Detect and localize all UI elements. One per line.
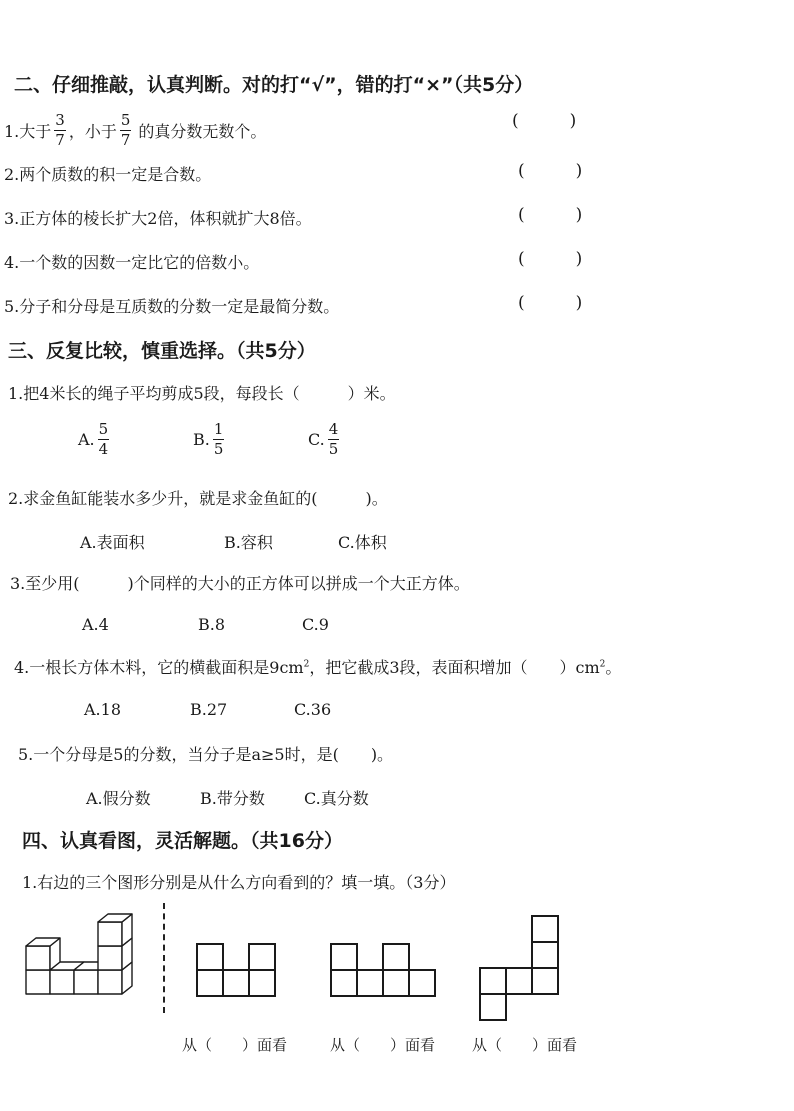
answer-paren-2[interactable]: ( ) <box>518 161 583 181</box>
superscript-2: 2 <box>303 659 310 670</box>
option-label: A. <box>78 430 95 449</box>
q4-text-a: 4.一根长方体木料，它的横截面积是9cm <box>14 658 304 677</box>
frac-num: 4 <box>328 420 339 438</box>
q1-prefix: 1.大于 <box>4 121 52 141</box>
q3-option-a[interactable]: A.4 <box>82 615 109 634</box>
frac-num: 5 <box>98 420 109 438</box>
dashed-divider <box>163 903 165 1013</box>
q3-option-b[interactable]: B.8 <box>198 615 226 634</box>
q4-option-a[interactable]: A.18 <box>84 700 121 719</box>
view-label-3[interactable]: 从（ ）面看 <box>472 1036 578 1054</box>
cube-stack-figure <box>22 912 147 1002</box>
fraction-option <box>213 422 225 457</box>
view-question-1: 1.右边的三个图形分别是从什么方向看到的？填一填。（3分） <box>22 873 456 892</box>
choice-question-3: 3.至少用( )个同样的大小的正方体可以拼成一个大正方体。 <box>10 574 470 593</box>
frac-num: 5 <box>120 110 131 129</box>
q1-middle: ，小于 <box>68 121 117 141</box>
fraction-three-sevenths <box>54 110 66 149</box>
q4-text-b: ，把它截成3段，表面积增加（ ）cm <box>309 658 600 677</box>
choice-question-4 <box>14 655 621 678</box>
frac-den: 5 <box>328 440 339 458</box>
judge-question-1 <box>4 110 266 150</box>
frac-num: 1 <box>213 420 224 438</box>
view-figure-1 <box>195 942 277 998</box>
answer-paren-3[interactable]: ( ) <box>518 205 583 225</box>
q4-text-c: 。 <box>605 658 622 677</box>
answer-paren-1[interactable]: ( ) <box>512 111 577 131</box>
answer-paren-4[interactable]: ( ) <box>518 249 583 269</box>
fraction-option <box>98 422 110 457</box>
choice-question-5: 5.一个分母是5的分数，当分子是a≥5时，是( )。 <box>18 745 394 764</box>
q5-option-a[interactable]: A.假分数 <box>86 789 151 808</box>
section-4-title: 四、认真看图，灵活解题。（共16分） <box>22 830 343 852</box>
q5-option-c[interactable]: C.真分数 <box>304 789 369 808</box>
q1-suffix: 的真分数无数个。 <box>138 121 267 141</box>
superscript-2: 2 <box>599 659 606 670</box>
q1-option-a[interactable] <box>78 422 112 457</box>
frac-den: 5 <box>213 440 224 458</box>
q1-option-b[interactable] <box>193 422 227 457</box>
q5-option-b[interactable]: B.带分数 <box>200 789 265 808</box>
judge-question-2: 2.两个质数的积一定是合数。 <box>4 165 212 184</box>
judge-question-5: 5.分子和分母是互质数的分数一定是最简分数。 <box>4 297 340 316</box>
frac-den: 4 <box>98 440 109 458</box>
section-2-title: 二、仔细推敲，认真判断。对的打“√”，错的打“×”（共5分） <box>14 74 534 96</box>
frac-den: 7 <box>55 130 65 149</box>
option-label: B. <box>193 430 210 449</box>
judge-question-3: 3.正方体的棱长扩大2倍，体积就扩大8倍。 <box>4 209 312 228</box>
fraction-option <box>328 422 340 457</box>
q4-option-b[interactable]: B.27 <box>190 700 228 719</box>
q2-option-c[interactable]: C.体积 <box>338 533 387 552</box>
option-label: C. <box>308 430 325 449</box>
section-3-title: 三、反复比较，慎重选择。（共5分） <box>8 340 316 362</box>
q1-option-c[interactable] <box>308 422 342 457</box>
q3-option-c[interactable]: C.9 <box>302 615 329 634</box>
q2-option-b[interactable]: B.容积 <box>224 533 273 552</box>
frac-num: 3 <box>55 110 65 129</box>
answer-paren-5[interactable]: ( ) <box>518 293 583 313</box>
view-label-1[interactable]: 从（ ）面看 <box>182 1036 288 1054</box>
fraction-five-sevenths <box>120 110 132 149</box>
q2-option-a[interactable]: A.表面积 <box>80 533 145 552</box>
view-figure-3 <box>478 914 560 1022</box>
choice-question-1: 1.把4米长的绳子平均剪成5段，每段长（ ）米。 <box>8 384 396 403</box>
view-figure-2 <box>329 942 437 998</box>
view-label-2[interactable]: 从（ ）面看 <box>330 1036 436 1054</box>
q4-option-c[interactable]: C.36 <box>294 700 332 719</box>
judge-question-4: 4.一个数的因数一定比它的倍数小。 <box>4 253 260 272</box>
frac-den: 7 <box>120 130 131 149</box>
choice-question-2: 2.求金鱼缸能装水多少升，就是求金鱼缸的( )。 <box>8 489 388 508</box>
